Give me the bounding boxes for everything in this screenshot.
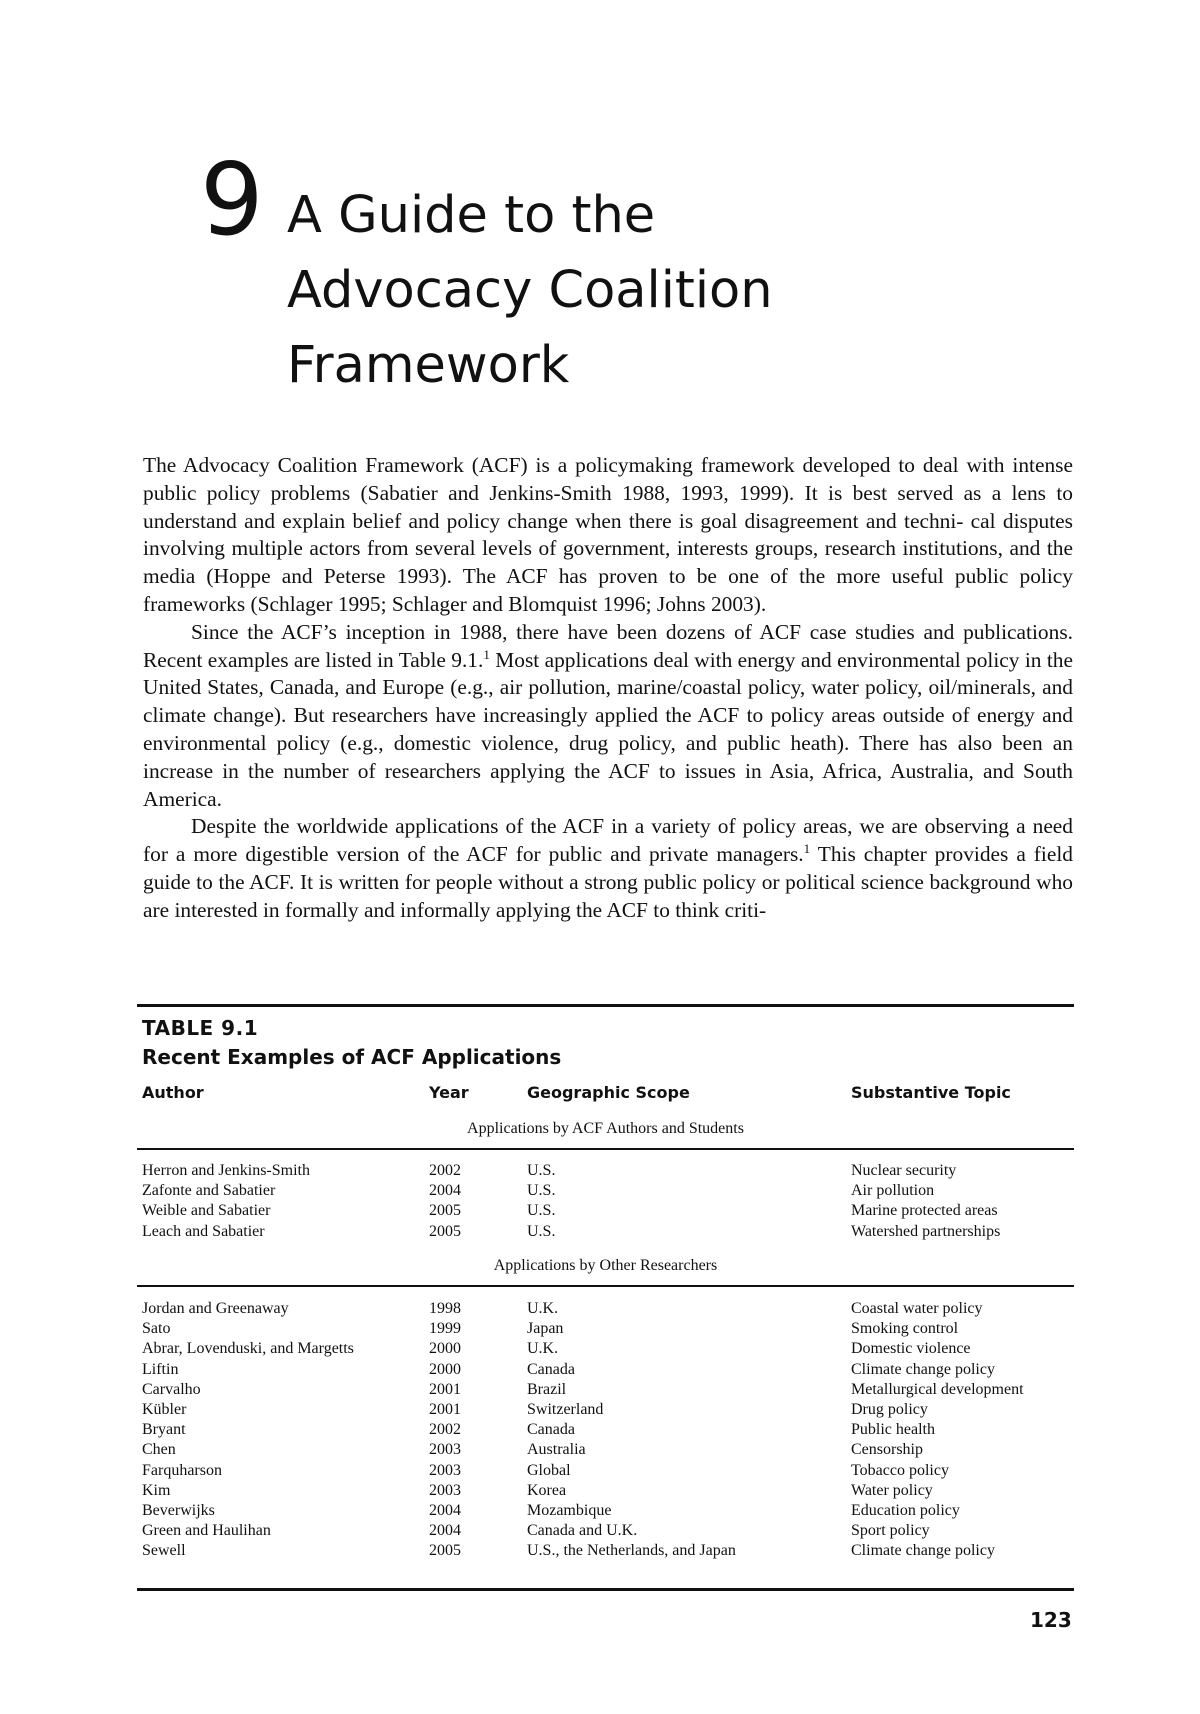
cell-geographic-scope: Japan [527, 1320, 564, 1338]
footnote-marker[interactable]: 1 [483, 646, 490, 662]
cell-geographic-scope: U.S. [527, 1222, 556, 1240]
chapter-number: 9 [200, 141, 264, 258]
cell-substantive-topic: Smoking control [851, 1320, 959, 1338]
table-row [137, 1440, 1074, 1460]
table-row [137, 1541, 1074, 1561]
cell-substantive-topic: Domestic violence [851, 1340, 971, 1358]
paragraph-2 [143, 619, 1073, 814]
cell-substantive-topic: Drug policy [851, 1400, 928, 1418]
table-row [137, 1461, 1074, 1481]
cell-author: Herron and Jenkins-Smith [142, 1162, 310, 1179]
cell-author: Kübler [142, 1400, 187, 1418]
column-header-year: Year [429, 1083, 469, 1102]
cell-author: Jordan and Greenaway [142, 1300, 289, 1317]
section-rows-other-researchers [137, 1299, 1074, 1561]
page-number: 123 [1030, 1608, 1072, 1632]
cell-substantive-topic: Metallurgical development [851, 1380, 1024, 1398]
cell-substantive-topic: Coastal water policy [851, 1300, 983, 1317]
cell-author: Liftin [142, 1360, 179, 1378]
paragraph-3-text-a: Despite the worldwide applications of the ACF in a variety of policy areas, we are observing a need for a more digestible version of the ACF for public and private managers. [143, 814, 1073, 867]
table-caption: Recent Examples of ACF Applications [142, 1045, 562, 1069]
cell-author: Zafonte and Sabatier [142, 1182, 276, 1200]
table-row [137, 1319, 1074, 1339]
cell-substantive-topic: Nuclear security [851, 1162, 957, 1179]
cell-year: 2001 [429, 1400, 461, 1418]
cell-geographic-scope: U.K. [527, 1300, 559, 1317]
cell-author: Farquharson [142, 1461, 222, 1479]
cell-geographic-scope: Switzerland [527, 1400, 604, 1418]
cell-year: 2002 [429, 1162, 461, 1179]
cell-substantive-topic: Sport policy [851, 1522, 930, 1540]
column-header-substantive-topic: Substantive Topic [851, 1083, 1011, 1102]
table-top-rule [137, 1004, 1074, 1007]
cell-author: Kim [142, 1481, 171, 1499]
body-text [143, 452, 1073, 925]
cell-substantive-topic: Climate change policy [851, 1542, 995, 1560]
cell-geographic-scope: Brazil [527, 1380, 567, 1398]
cell-year: 1998 [429, 1300, 461, 1317]
cell-substantive-topic: Tobacco policy [851, 1461, 949, 1479]
table-row [137, 1420, 1074, 1440]
cell-geographic-scope: Canada [527, 1421, 575, 1439]
cell-year: 2004 [429, 1182, 461, 1200]
cell-author: Abrar, Lovenduski, and Margetts [142, 1340, 354, 1358]
chapter-title: A Guide to the Advocacy Coalition Framework [287, 186, 773, 395]
table-bottom-rule [137, 1588, 1074, 1591]
cell-year: 2000 [429, 1360, 461, 1378]
cell-year: 2001 [429, 1380, 461, 1398]
cell-author: Chen [142, 1441, 176, 1459]
cell-substantive-topic: Watershed partnerships [851, 1222, 1001, 1240]
cell-year: 2004 [429, 1522, 461, 1540]
cell-author: Beverwijks [142, 1501, 215, 1519]
paragraph-2-text-a: Since the ACF’s inception in 1988, there have been dozens of ACF case studies and publications. Recent examples are listed in Table 9.1. [143, 619, 1073, 672]
cell-geographic-scope: U.S. [527, 1182, 556, 1200]
cell-year: 2003 [429, 1461, 461, 1479]
cell-author: Leach and Sabatier [142, 1222, 265, 1240]
section-label-other-researchers: Applications by Other Researchers [493, 1257, 718, 1274]
table-row [137, 1481, 1074, 1501]
paragraph-3 [143, 813, 1073, 924]
section-rows-acf-authors [137, 1161, 1074, 1242]
cell-year: 2000 [429, 1340, 461, 1358]
cell-geographic-scope: Mozambique [527, 1501, 612, 1519]
cell-author: Sato [142, 1320, 171, 1338]
table-row [137, 1181, 1074, 1201]
cell-substantive-topic: Climate change policy [851, 1360, 995, 1378]
cell-substantive-topic: Public health [851, 1421, 935, 1439]
cell-geographic-scope: U.S., the Netherlands, and Japan [527, 1542, 736, 1560]
column-header-geographic-scope: Geographic Scope [527, 1083, 690, 1102]
table-number: TABLE 9.1 [142, 1016, 259, 1040]
cell-geographic-scope: Korea [527, 1481, 567, 1499]
cell-geographic-scope: Australia [527, 1441, 586, 1459]
table-row [137, 1521, 1074, 1541]
section-rule [137, 1285, 1074, 1287]
table-row [137, 1360, 1074, 1380]
cell-substantive-topic: Marine protected areas [851, 1202, 998, 1220]
cell-year: 2004 [429, 1501, 461, 1519]
cell-substantive-topic: Censorship [851, 1441, 923, 1459]
table-row [137, 1222, 1074, 1242]
cell-geographic-scope: Canada and U.K. [527, 1522, 638, 1540]
cell-year: 1999 [429, 1320, 461, 1338]
cell-geographic-scope: U.K. [527, 1340, 559, 1358]
cell-author: Sewell [142, 1542, 186, 1560]
table-row [137, 1299, 1074, 1319]
paragraph-2-text-b: Most applications deal with energy and environmental policy in the United States, Canada, and Europe (e.g., air pollution, marine/coastal policy, water policy, oil/minerals, and climate change). But researchers have increasingly applied the ACF to policy areas outside of energy and environmental policy (e.g., domestic violence, drug policy, and public heath). There has also been an increase in the number of researchers applying the ACF to issues in Asia, Africa, Australia, and South America. [143, 647, 1073, 811]
paragraph-3-text-b: This chapter provides a field guide to the ACF. It is written for people without a strong public policy or political science background who are interested in formally and informally applying the ACF to think criti- [143, 842, 1073, 922]
cell-author: Carvalho [142, 1380, 201, 1398]
table-row [137, 1339, 1074, 1359]
section-label-acf-authors: Applications by ACF Authors and Students [467, 1120, 744, 1137]
cell-year: 2003 [429, 1481, 461, 1499]
cell-substantive-topic: Water policy [851, 1481, 933, 1499]
cell-author: Bryant [142, 1421, 186, 1439]
cell-substantive-topic: Air pollution [851, 1182, 935, 1200]
cell-year: 2005 [429, 1222, 461, 1240]
cell-year: 2005 [429, 1202, 461, 1220]
cell-substantive-topic: Education policy [851, 1501, 960, 1519]
section-rule [137, 1148, 1074, 1150]
cell-year: 2005 [429, 1542, 461, 1560]
cell-year: 2002 [429, 1421, 461, 1439]
cell-geographic-scope: Canada [527, 1360, 575, 1378]
table-row [137, 1501, 1074, 1521]
table-row [137, 1201, 1074, 1221]
cell-author: Weible and Sabatier [142, 1202, 271, 1220]
paragraph-1: The Advocacy Coalition Framework (ACF) is a policymaking framework developed to deal with intense public policy problems (Sabatier and Jenkins-Smith 1988, 1993, 1999). It is best served as a lens to understand and explain belief and policy change when there is goal disagreement and techni- cal disputes involving multiple actors from several levels of government, interests groups, research institutions, and the media (Hoppe and Peterse 1993). The ACF has proven to be one of the more useful public policy frameworks (Schlager 1995; Schlager and Blomquist 1996; Johns 2003). [143, 453, 1073, 616]
column-header-author: Author [142, 1083, 204, 1102]
cell-year: 2003 [429, 1441, 461, 1459]
table-row [137, 1380, 1074, 1400]
table-row [137, 1161, 1074, 1181]
cell-geographic-scope: U.S. [527, 1162, 556, 1179]
footnote-marker[interactable]: 1 [803, 841, 811, 857]
cell-author: Green and Haulihan [142, 1522, 271, 1540]
cell-geographic-scope: U.S. [527, 1202, 556, 1220]
cell-geographic-scope: Global [527, 1461, 571, 1479]
table-row [137, 1400, 1074, 1420]
